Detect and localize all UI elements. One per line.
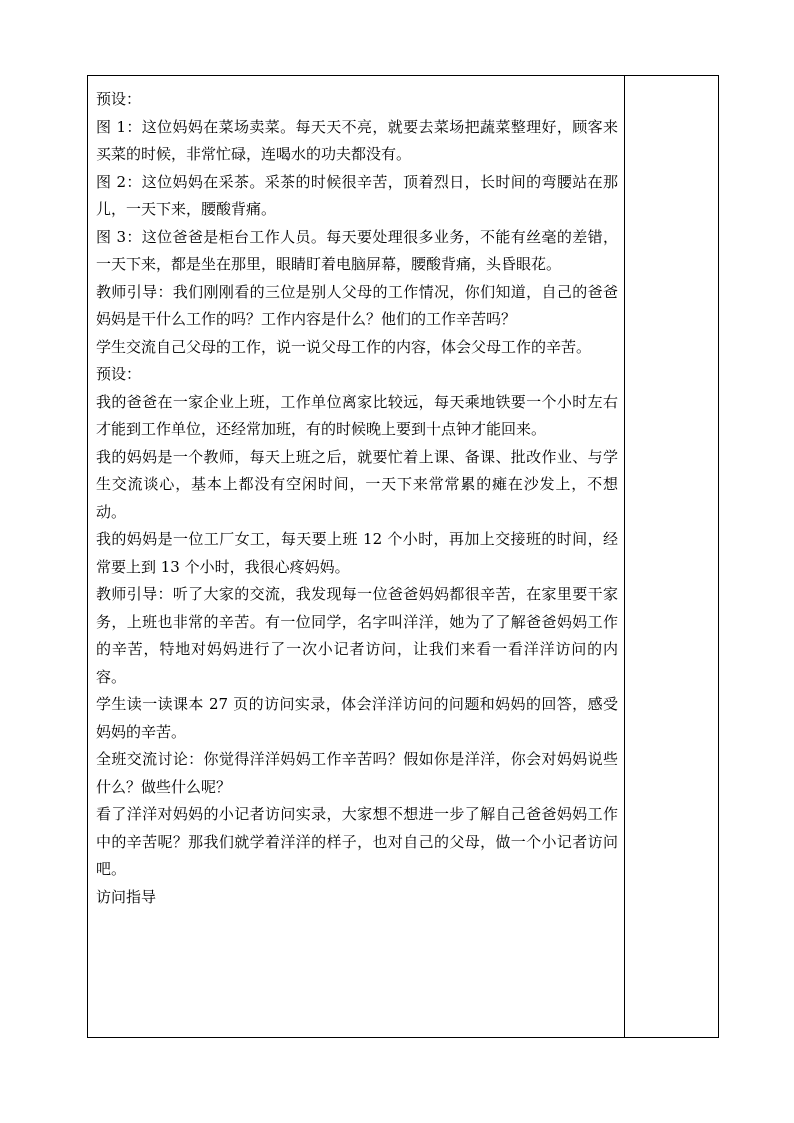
paragraph-read-textbook: 学生读一读课本 27 页的访问实录，体会洋洋访问的问题和妈妈的回答，感受妈妈的辛苦。 — [96, 695, 618, 741]
notes-cell — [625, 76, 718, 1037]
paragraph-class-discussion: 全班交流讨论：你觉得洋洋妈妈工作辛苦吗？假如你是洋洋，你会对妈妈说些什么？做些什么呢？ — [96, 750, 618, 796]
paragraph-figure-2: 图 2：这位妈妈在采茶。采茶的时候很辛苦，顶着烈日，长时间的弯腰站在那儿，一天下来，腰酸背痛。 — [96, 172, 618, 218]
paragraph-dad-company: 我的爸爸在一家企业上班，工作单位离家比较远，每天乘地铁要一个小时左右才能到工作单位，还经常加班，有的时候晚上要到十点钟才能回来。 — [96, 392, 618, 438]
content-cell — [88, 76, 625, 1037]
paragraph-preset-2: 预设： — [96, 365, 142, 383]
paragraph-figure-3: 图 3：这位爸爸是柜台工作人员。每天要处理很多业务，不能有丝毫的差错，一天下来，都是坐在那里，眼睛盯着电脑屏幕，腰酸背痛，头昏眼花。 — [96, 227, 618, 273]
paragraph-mom-teacher: 我的妈妈是一个教师，每天上班之后，就要忙着上课、备课、批改作业、与学生交流谈心，基本上都没有空闲时间，一天下来常常累的瘫在沙发上，不想动。 — [96, 447, 618, 521]
paragraph-student-exchange: 学生交流自己父母的工作，说一说父母工作的内容，体会父母工作的辛苦。 — [96, 337, 592, 356]
paragraph-teacher-guide-2: 教师引导：听了大家的交流，我发现每一位爸爸妈妈都很辛苦，在家里要干家务，上班也非常的辛苦。有一位同学，名字叫洋洋，她为了了解爸爸妈妈工作的辛苦，特地对妈妈进行了一次小记者访问，让我们来看一看洋洋访问的内容。 — [96, 585, 618, 686]
lesson-table — [87, 75, 719, 1038]
paragraph-interview-intro: 看了洋洋对妈妈的小记者访问实录，大家想不想进一步了解自己爸爸妈妈工作中的辛苦呢？那我们就学着洋洋的样子，也对自己的父母，做一个小记者访问吧。 — [96, 805, 618, 878]
paragraph-preset-1: 预设： — [96, 90, 142, 108]
paragraph-mom-factory: 我的妈妈是一位工厂女工，每天要上班 12 个小时，再加上交接班的时间，经常要上到 13 个小时，我很心疼妈妈。 — [96, 530, 618, 576]
paragraph-teacher-guide-1: 教师引导：我们刚刚看的三位是别人父母的工作情况，你们知道，自己的爸爸妈妈是干什么工作的吗？工作内容是什么？他们的工作辛苦吗？ — [96, 282, 618, 328]
paragraph-figure-1: 图 1：这位妈妈在菜场卖菜。每天天不亮，就要去菜场把蔬菜整理好，顾客来买菜的时候，非常忙碌，连喝水的功夫都没有。 — [96, 117, 618, 163]
paragraph-interview-guide: 访问指导 — [96, 887, 157, 906]
